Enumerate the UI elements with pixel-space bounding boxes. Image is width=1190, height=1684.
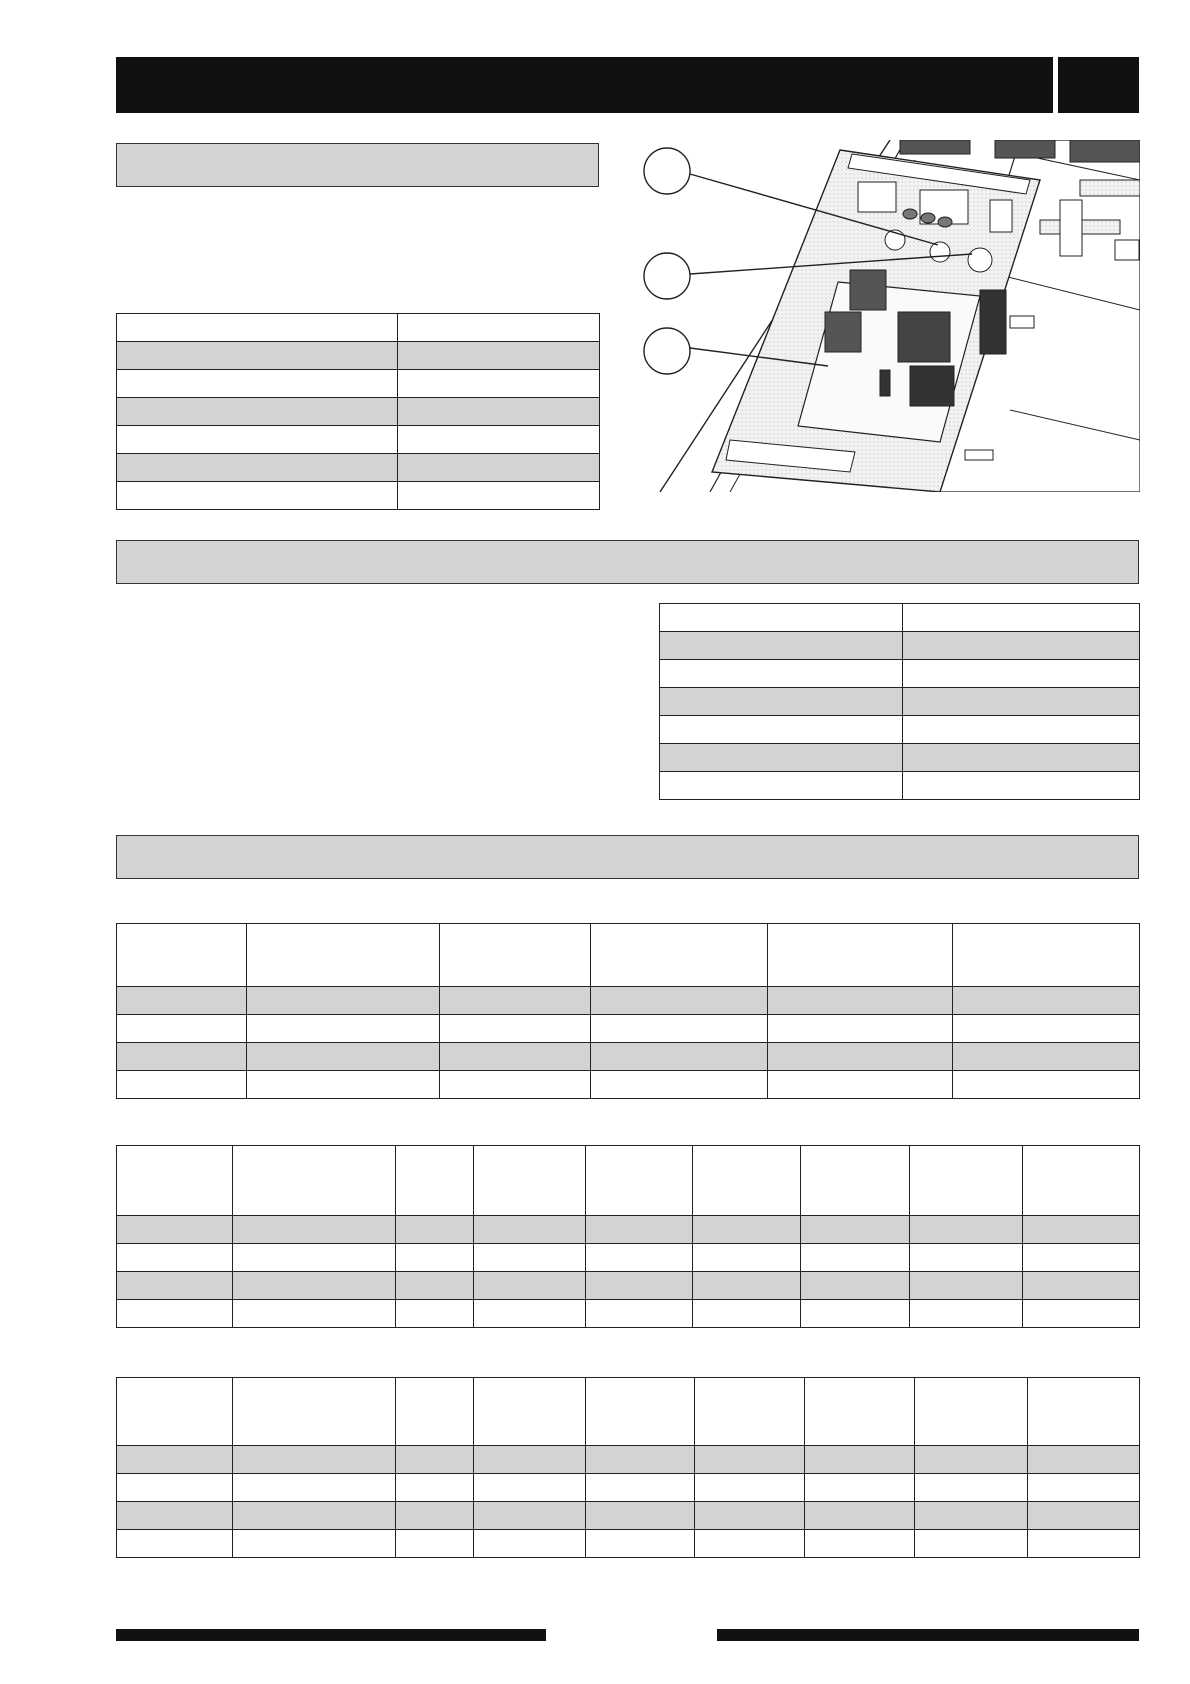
table-row <box>117 426 600 454</box>
header-page-box <box>1058 57 1139 113</box>
table-row <box>117 1502 1140 1530</box>
table-header-cell <box>915 1378 1028 1446</box>
table-cell <box>117 1071 247 1099</box>
table-cell <box>903 688 1140 716</box>
table-cell <box>440 1071 591 1099</box>
table-cell <box>233 1502 396 1530</box>
table-cell <box>660 688 903 716</box>
table-cell <box>903 660 1140 688</box>
table-row <box>660 632 1140 660</box>
table-cell <box>233 1474 396 1502</box>
table-cell <box>398 342 600 370</box>
table-cell <box>233 1300 396 1328</box>
table-header-row <box>117 1378 1140 1446</box>
table-cell <box>695 1446 805 1474</box>
table-cell <box>660 744 903 772</box>
table-cell <box>903 716 1140 744</box>
table-cell <box>117 1216 233 1244</box>
table-cell <box>247 1071 440 1099</box>
table-cell <box>440 987 591 1015</box>
table-header-cell <box>474 1146 586 1216</box>
table-row <box>117 1300 1140 1328</box>
table-cell <box>117 398 398 426</box>
table-header-cell <box>910 1146 1023 1216</box>
table-cell <box>586 1474 695 1502</box>
table-small-1 <box>116 313 600 510</box>
footer-bar-right <box>717 1629 1139 1641</box>
table-cell <box>440 1015 591 1043</box>
table-cell <box>398 482 600 510</box>
table-row <box>117 1015 1140 1043</box>
table-cell <box>693 1272 801 1300</box>
table-cell <box>117 482 398 510</box>
table-cell <box>805 1474 915 1502</box>
table-cell <box>586 1216 693 1244</box>
table-row <box>117 370 600 398</box>
table-cell <box>233 1446 396 1474</box>
table-cell <box>474 1446 586 1474</box>
table-cell <box>117 1474 233 1502</box>
table-cell <box>801 1300 910 1328</box>
table-cell <box>1023 1244 1140 1272</box>
table-row <box>660 660 1140 688</box>
table-header-cell <box>953 924 1140 987</box>
table-cell <box>1028 1474 1140 1502</box>
table-cell <box>693 1244 801 1272</box>
table-cell <box>953 1071 1140 1099</box>
table-row <box>117 454 600 482</box>
table-cell <box>693 1300 801 1328</box>
section-heading-bottom <box>116 835 1139 879</box>
section-heading-top-left <box>116 143 599 187</box>
table-cell <box>660 772 903 800</box>
table-row <box>117 987 1140 1015</box>
table-header-row <box>117 1146 1140 1216</box>
header-bar <box>116 57 1053 113</box>
table-cell <box>396 1300 474 1328</box>
table-row <box>117 398 600 426</box>
section-heading-middle <box>116 540 1139 584</box>
table-header-cell <box>396 1378 474 1446</box>
table-header-cell <box>801 1146 910 1216</box>
table-cell <box>915 1474 1028 1502</box>
table-row <box>117 1244 1140 1272</box>
table-header-cell <box>440 924 591 987</box>
table-cell <box>903 632 1140 660</box>
table-cell <box>768 987 953 1015</box>
table-cell <box>117 987 247 1015</box>
table-cell <box>396 1216 474 1244</box>
table-header-cell <box>693 1146 801 1216</box>
table-cell <box>474 1300 586 1328</box>
table-cell <box>233 1272 396 1300</box>
table-cell <box>474 1244 586 1272</box>
table-header-cell <box>117 1146 233 1216</box>
table-header-cell <box>396 1146 474 1216</box>
table-cell <box>586 1530 695 1558</box>
circuit-board-figure <box>640 140 1140 492</box>
table-cell <box>396 1446 474 1474</box>
table-cell <box>117 1300 233 1328</box>
table-cell <box>117 1446 233 1474</box>
table-header-cell <box>117 1378 233 1446</box>
table-cell <box>903 772 1140 800</box>
table-cell <box>474 1502 586 1530</box>
table-cell <box>396 1530 474 1558</box>
table-cell <box>660 632 903 660</box>
table-cell <box>586 1300 693 1328</box>
table-wide-1 <box>116 923 1140 1099</box>
table-cell <box>1028 1446 1140 1474</box>
table-cell <box>396 1502 474 1530</box>
table-cell <box>117 1530 233 1558</box>
table-header-cell <box>586 1146 693 1216</box>
table-cell <box>953 1043 1140 1071</box>
table-cell <box>247 1015 440 1043</box>
table-cell <box>586 1244 693 1272</box>
table-row <box>117 1446 1140 1474</box>
table-cell <box>233 1216 396 1244</box>
table-header-cell <box>805 1378 915 1446</box>
table-cell <box>247 987 440 1015</box>
table-cell <box>117 370 398 398</box>
table-header-cell <box>695 1378 805 1446</box>
table-cell <box>247 1043 440 1071</box>
table-row <box>117 1216 1140 1244</box>
table-cell <box>903 604 1140 632</box>
table-cell <box>117 1244 233 1272</box>
table-cell <box>660 660 903 688</box>
table-wide-2 <box>116 1145 1140 1328</box>
table-cell <box>586 1502 695 1530</box>
table-row <box>117 314 600 342</box>
table-cell <box>117 1043 247 1071</box>
table-row <box>660 772 1140 800</box>
table-cell <box>953 987 1140 1015</box>
table-cell <box>953 1015 1140 1043</box>
table-cell <box>1023 1272 1140 1300</box>
table-cell <box>915 1530 1028 1558</box>
table-cell <box>474 1474 586 1502</box>
table-cell <box>440 1043 591 1071</box>
table-cell <box>474 1530 586 1558</box>
table-cell <box>233 1244 396 1272</box>
table-cell <box>591 987 768 1015</box>
table-header-cell <box>586 1378 695 1446</box>
table-row <box>117 1530 1140 1558</box>
table-cell <box>586 1272 693 1300</box>
table-cell <box>805 1446 915 1474</box>
table-cell <box>801 1244 910 1272</box>
table-header-cell <box>1028 1378 1140 1446</box>
table-cell <box>398 314 600 342</box>
table-cell <box>768 1015 953 1043</box>
table-cell <box>801 1272 910 1300</box>
table-header-cell <box>768 924 953 987</box>
table-cell <box>695 1502 805 1530</box>
table-cell <box>474 1272 586 1300</box>
table-cell <box>915 1502 1028 1530</box>
table-header-cell <box>474 1378 586 1446</box>
table-cell <box>1023 1216 1140 1244</box>
table-cell <box>591 1015 768 1043</box>
table-header-cell <box>591 924 768 987</box>
table-cell <box>768 1043 953 1071</box>
table-cell <box>910 1244 1023 1272</box>
table-row <box>117 482 600 510</box>
table-cell <box>396 1474 474 1502</box>
table-cell <box>233 1530 396 1558</box>
table-cell <box>398 398 600 426</box>
table-cell <box>117 1015 247 1043</box>
table-row <box>117 1474 1140 1502</box>
table-cell <box>910 1272 1023 1300</box>
table-cell <box>693 1216 801 1244</box>
table-cell <box>591 1043 768 1071</box>
table-cell <box>117 426 398 454</box>
table-cell <box>1028 1502 1140 1530</box>
table-wide-3 <box>116 1377 1140 1558</box>
table-cell <box>398 370 600 398</box>
table-header-cell <box>117 924 247 987</box>
table-cell <box>1023 1300 1140 1328</box>
table-row <box>660 744 1140 772</box>
table-cell <box>398 454 600 482</box>
table-row <box>117 1272 1140 1300</box>
table-header-cell <box>247 924 440 987</box>
footer-bar-left <box>116 1629 546 1641</box>
table-cell <box>1028 1530 1140 1558</box>
table-cell <box>805 1530 915 1558</box>
table-row <box>660 688 1140 716</box>
table-row <box>660 604 1140 632</box>
table-cell <box>396 1272 474 1300</box>
table-header-row <box>117 924 1140 987</box>
table-cell <box>586 1446 695 1474</box>
table-cell <box>117 454 398 482</box>
table-small-2 <box>659 603 1140 800</box>
table-cell <box>474 1216 586 1244</box>
table-header-cell <box>233 1146 396 1216</box>
table-row <box>117 342 600 370</box>
table-cell <box>591 1071 768 1099</box>
table-row <box>660 716 1140 744</box>
table-cell <box>695 1530 805 1558</box>
table-cell <box>695 1474 805 1502</box>
table-cell <box>768 1071 953 1099</box>
table-cell <box>915 1446 1028 1474</box>
table-cell <box>910 1300 1023 1328</box>
table-cell <box>117 342 398 370</box>
table-row <box>117 1071 1140 1099</box>
table-cell <box>117 1502 233 1530</box>
table-header-cell <box>233 1378 396 1446</box>
table-cell <box>660 604 903 632</box>
table-cell <box>805 1502 915 1530</box>
table-header-cell <box>1023 1146 1140 1216</box>
table-row <box>117 1043 1140 1071</box>
table-cell <box>903 744 1140 772</box>
table-cell <box>398 426 600 454</box>
table-cell <box>117 314 398 342</box>
table-cell <box>396 1244 474 1272</box>
table-cell <box>801 1216 910 1244</box>
table-cell <box>910 1216 1023 1244</box>
table-cell <box>117 1272 233 1300</box>
table-cell <box>660 716 903 744</box>
